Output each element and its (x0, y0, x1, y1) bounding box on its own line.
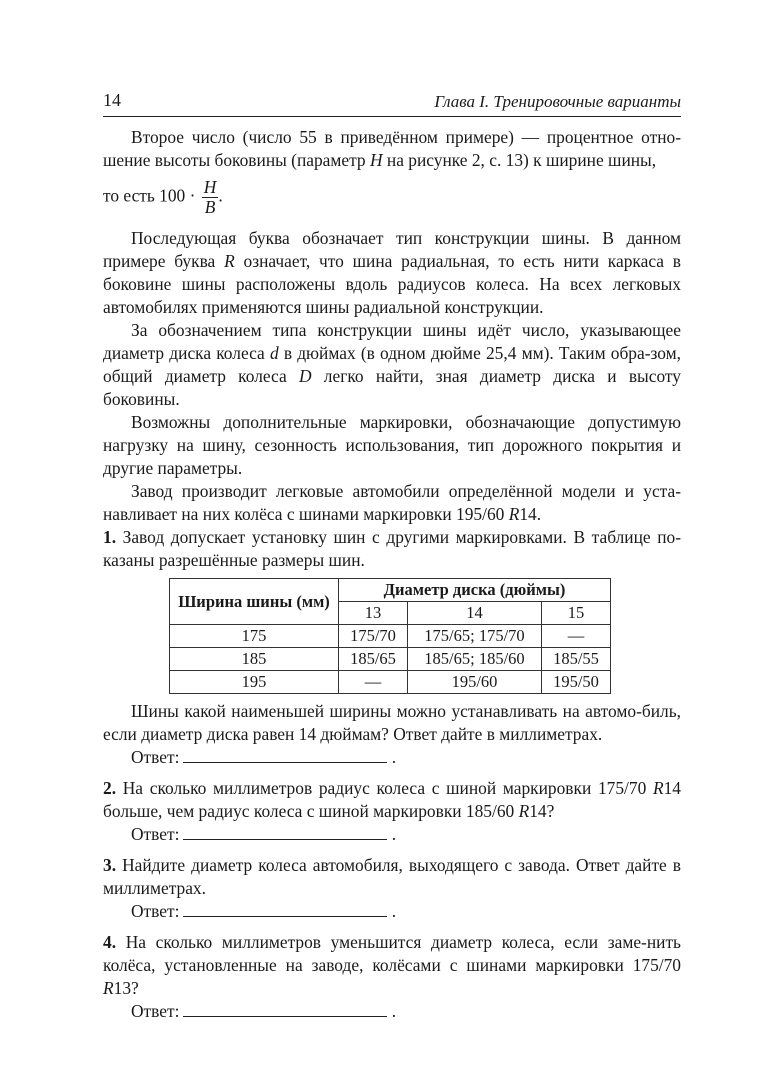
running-header (103, 90, 681, 117)
tire-size-table (169, 578, 611, 694)
answer-blank[interactable] (183, 902, 387, 917)
task-1: 1. Завод допускает установку шин с другими маркировками. В таблице по-казаны разрешённые размеры шин. (103, 527, 681, 570)
answer-blank[interactable] (183, 1002, 387, 1017)
formula-line: то есть 100 · $\frac{H}{B}$ . (103, 177, 223, 217)
answer-line-1: Ответ: . (131, 747, 397, 767)
chapter-title: Глава I. Тренировочные варианты (434, 92, 681, 111)
answer-line-4: Ответ: . (131, 1001, 397, 1021)
table-row: 185 185/65 185/65; 185/60 185/55 (170, 648, 611, 671)
table-diameter-13: 13 (339, 602, 408, 625)
table-diameter-15: 15 (542, 602, 611, 625)
paragraph-extra-markings: Возможны дополнительные маркировки, обозначающие допустимую нагрузку на шину, сезонность использования, тип дорожного покрытия и другие параметры. (103, 412, 681, 478)
answer-line-3: Ответ: . (131, 901, 397, 921)
table-header-width: Ширина шины (мм) (170, 579, 339, 625)
task-3: 3. Найдите диаметр колеса автомобиля, выходящего с завода. Ответ дайте в миллиметрах. (103, 855, 681, 898)
table-header-diameter: Диаметр диска (дюймы) (339, 579, 611, 602)
page-body (103, 126, 681, 1023)
task-4: 4. На сколько миллиметров уменьшится диаметр колеса, если заме-нить колёса, установленные на заводе, колёсами с шинами маркировки 175/70 R13? (103, 932, 681, 998)
table-row: 195 — 195/60 195/50 (170, 671, 611, 694)
page-number: 14 (103, 90, 121, 110)
fraction: $\frac{H}{B}$ (203, 177, 217, 217)
paragraph-ratio: Второе число (число 55 в приведённом примере) — процентное отно- шение высоты боковины (параметр H на рисунке 2, с. 13) к ширине шины, (103, 127, 681, 170)
table-row: 175 175/70 175/65; 175/70 — (170, 625, 611, 648)
answer-blank[interactable] (183, 825, 387, 840)
paragraph-factory: Завод производит легковые автомобили определённой модели и уста-навливает на них колёса с шинами маркировки 195/60 R14. (103, 481, 681, 524)
table-diameter-14: 14 (408, 602, 542, 625)
task-2: 2. На сколько миллиметров радиус колеса с шиной маркировки 175/70 R14 больше, чем радиус колеса с шиной маркировки 185/60 R14? (103, 778, 681, 821)
paragraph-disc-diameter: За обозначением типа конструкции шины идёт число, указывающее диаметр диска колеса d в дюймах (в одном дюйме 25,4 мм). Таким обра-зом, общий диаметр колеса D легко найти, зная диаметр диска и высоту боковины. (103, 320, 681, 409)
answer-line-2: Ответ: . (131, 824, 397, 844)
task-1-question: Шины какой наименьшей ширины можно устанавливать на автомо-биль, если диаметр диска равен 14 дюймам? Ответ дайте в миллиметрах. (103, 701, 681, 744)
paragraph-construction: Последующая буква обозначает тип конструкции шины. В данном примере буква R означает, что шина радиальная, то есть нити каркаса в боковине шины расположены вдоль радиусов колеса. На всех легковых автомобилях применяются шины радиальной конструкции. (103, 228, 681, 317)
answer-blank[interactable] (183, 748, 387, 763)
